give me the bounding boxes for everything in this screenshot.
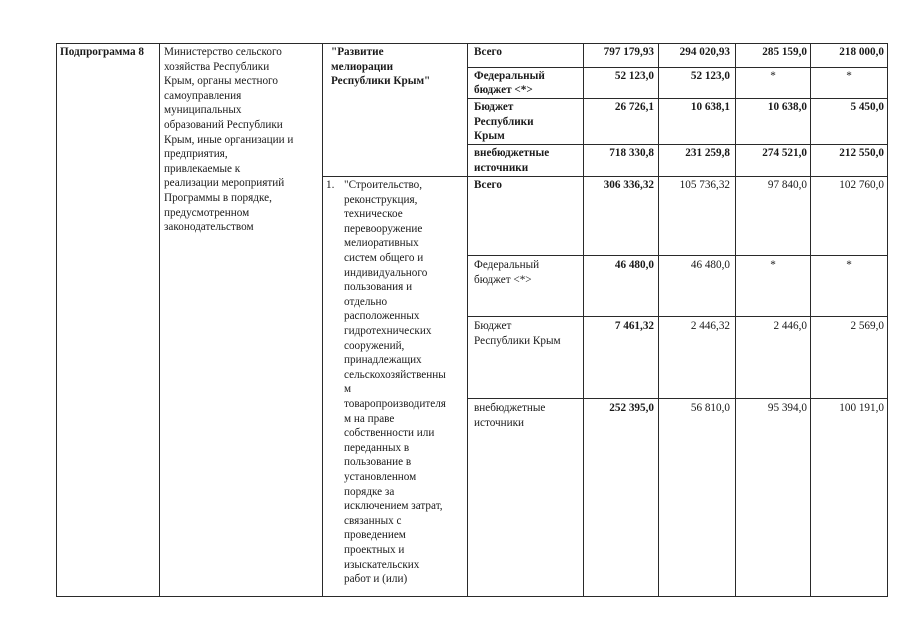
executor-line: привлекаемые к [164, 162, 241, 175]
measure-title-line: техническое [344, 208, 403, 221]
measure-title-line: м на праве [344, 412, 395, 425]
measure-title-line: индивидуального [344, 266, 428, 279]
measure-title-line: изыскательских [344, 558, 420, 571]
executor-line: реализации мероприятий [164, 177, 285, 190]
executor-line: Министерство сельского [164, 46, 282, 58]
executor-line: Программы в порядке, [164, 192, 272, 204]
executor-line: предприятия, [164, 148, 228, 161]
measure-title-line: принадлежащих [344, 354, 422, 367]
measure-title-line: порядке за [344, 485, 395, 498]
measure-title-line: мелиоративных [344, 237, 419, 250]
measure-title-line: установленном [344, 471, 417, 483]
executor-line: Крым, органы местного [164, 75, 278, 88]
measure-title-line: "Строительство, [344, 179, 423, 191]
executor-line: Крым, иные организации и [164, 133, 294, 146]
executor-line: образований Республики [164, 119, 283, 131]
measure-title-line: товаропроизводителя [344, 398, 446, 410]
measure-title-line: гидротехнических [344, 325, 432, 337]
measure-title-line: исключением затрат, [344, 500, 443, 513]
executor-line: хозяйства Республики [164, 60, 270, 73]
measure-title-line: переданных в [344, 441, 410, 454]
measure-title-line: систем общего и [344, 252, 424, 264]
executor-line: предусмотренном [164, 206, 250, 219]
measure-title-line: пользования и [344, 281, 413, 294]
measure-title-line: отдельно [344, 295, 388, 308]
measure-title-line: сельскохозяйственны [344, 368, 446, 381]
executor-line: муниципальных [164, 104, 242, 117]
measure-title-line: проектных и [344, 544, 405, 556]
measure-title-line: м [344, 383, 352, 396]
measure-title-line: перевооружение [344, 222, 423, 235]
measure-title-line: реконструкция, [344, 193, 418, 206]
measure-title-line: пользование в [344, 456, 412, 469]
measure-title-line: связанных с [344, 514, 402, 527]
measure-title-line: работ и (или) [344, 573, 408, 586]
measure-title-line: проведением [344, 529, 406, 542]
subprogram-label: Подпрограмма 8 [60, 46, 144, 58]
measure-title-line: расположенных [344, 310, 420, 323]
measure-title-line: сооружений, [344, 339, 405, 352]
executor-line: самоуправления [164, 89, 242, 102]
executor-line: законодательством [164, 221, 254, 234]
measure-title-line: собственности или [344, 427, 435, 440]
measure-number: 1. [326, 179, 335, 191]
